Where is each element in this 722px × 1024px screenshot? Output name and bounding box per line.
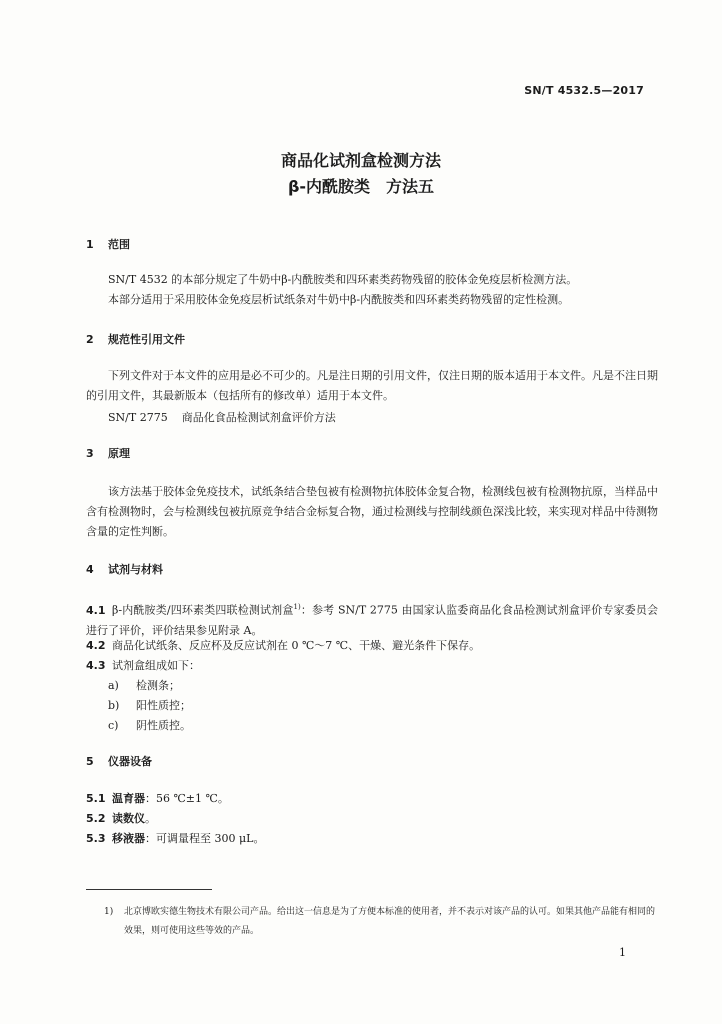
section-2-heading bbox=[86, 331, 185, 347]
section-number: 4 bbox=[86, 563, 94, 576]
section-1-paragraph-2: 本部分适用于采用胶体金免疫层析试纸条对牛奶中β-内酰胺类和四环素类药物残留的定性检测。 bbox=[108, 293, 570, 306]
footnote-label: 1) bbox=[104, 907, 114, 917]
list-item-text: 检测条； bbox=[136, 679, 180, 692]
document-title-line2: β-内酰胺类 方法五 bbox=[287, 177, 435, 196]
list-item bbox=[108, 717, 191, 733]
reference-code: SN/T 2775 bbox=[108, 411, 168, 424]
footnote-text: 北京博欧实德生物技术有限公司产品。给出这一信息是为了方便本标准的使用者，并不表示对该产品的认可。如果其他产品能有相同的效果，则可使用这些等效的产品。 bbox=[124, 907, 656, 936]
section-1-paragraph-1: SN/T 4532 的本部分规定了牛奶中β-内酰胺类和四环素类药物残留的胶体金免疫层析检测方法。 bbox=[108, 273, 578, 286]
clause-text: 。 bbox=[145, 812, 156, 825]
clause-text-a: β-内酰胺类/四环素类四联检测试剂盒 bbox=[112, 603, 294, 617]
clause-text: 商品化试纸条、反应杯及反应试剂在 0 ℃～7 ℃、干燥、避光条件下保存。 bbox=[112, 639, 481, 652]
section-number: 5 bbox=[86, 755, 94, 768]
reference-title: 商品化食品检测试剂盒评价方法 bbox=[181, 411, 336, 424]
clause-text-b: ：参考 SN/T 2775 由国家认监委商品化食品检测试剂盒评价专家委员会进行了评价，评价结果参见附录 A。 bbox=[86, 603, 659, 637]
section-number: 2 bbox=[86, 333, 94, 346]
section-3-paragraph-1: 该方法基于胶体金免疫技术，试纸条结合垫包被有检测物抗体胶体金复合物，检测线包被有检测物抗原，当样品中含有检测物时，会与检测线包被抗原竞争结合金标复合物，通过检测线与控制线颜色深浅比较，来实现对样品中待测物含量的定性判断。 bbox=[86, 485, 658, 538]
clause-5-2 bbox=[86, 810, 156, 826]
section-3-heading bbox=[86, 445, 130, 461]
standard-code: SN/T 4532.5—2017 bbox=[524, 84, 644, 97]
section-title: 仪器设备 bbox=[108, 755, 152, 768]
clause-text: ：56 ℃±1 ℃。 bbox=[145, 792, 229, 805]
list-item-text: 阳性质控； bbox=[136, 699, 191, 712]
section-2-paragraph-1: 下列文件对于本文件的应用是必不可少的。凡是注日期的引用文件，仅注日期的版本适用于本文件。凡是不注日期的引用文件，其最新版本（包括所有的修改单）适用于本文件。 bbox=[86, 369, 658, 402]
section-title: 试剂与材料 bbox=[108, 563, 163, 576]
list-item-label: b) bbox=[108, 699, 120, 712]
clause-4-3 bbox=[86, 657, 200, 673]
clause-4-2 bbox=[86, 637, 480, 653]
clause-5-3 bbox=[86, 830, 264, 846]
list-item-label: c) bbox=[108, 719, 119, 732]
section-5-heading bbox=[86, 753, 152, 769]
clause-text: 试剂盒组成如下： bbox=[112, 659, 200, 672]
section-title: 规范性引用文件 bbox=[108, 333, 185, 346]
clause-number: 4.3 bbox=[86, 659, 106, 672]
page-number: 1 bbox=[619, 946, 626, 959]
section-1-heading bbox=[86, 236, 130, 252]
clause-text: ：可调量程至 300 μL。 bbox=[145, 832, 265, 845]
section-title: 原理 bbox=[108, 447, 130, 460]
footnote-divider bbox=[86, 889, 212, 890]
list-item bbox=[108, 697, 191, 713]
clause-5-1 bbox=[86, 790, 229, 806]
footnote-reference: 1) bbox=[293, 603, 301, 611]
section-title: 范围 bbox=[108, 238, 130, 251]
list-item bbox=[108, 677, 180, 693]
clause-term: 温育器 bbox=[112, 792, 145, 805]
clause-number: 4.2 bbox=[86, 639, 106, 652]
list-item-text: 阴性质控。 bbox=[136, 719, 191, 732]
footnote bbox=[104, 903, 660, 941]
section-number: 1 bbox=[86, 238, 94, 251]
section-number: 3 bbox=[86, 447, 94, 460]
clause-number: 5.2 bbox=[86, 812, 106, 825]
clause-4-1 bbox=[86, 597, 658, 641]
list-item-label: a) bbox=[108, 679, 119, 692]
clause-number: 5.3 bbox=[86, 832, 106, 845]
normative-reference bbox=[108, 409, 336, 425]
document-title-line1: 商品化试剂盒检测方法 bbox=[280, 151, 441, 170]
clause-number: 5.1 bbox=[86, 792, 106, 805]
clause-term: 移液器 bbox=[112, 832, 145, 845]
section-4-heading bbox=[86, 561, 163, 577]
clause-term: 读数仪 bbox=[112, 812, 145, 825]
clause-number: 4.1 bbox=[86, 603, 106, 617]
